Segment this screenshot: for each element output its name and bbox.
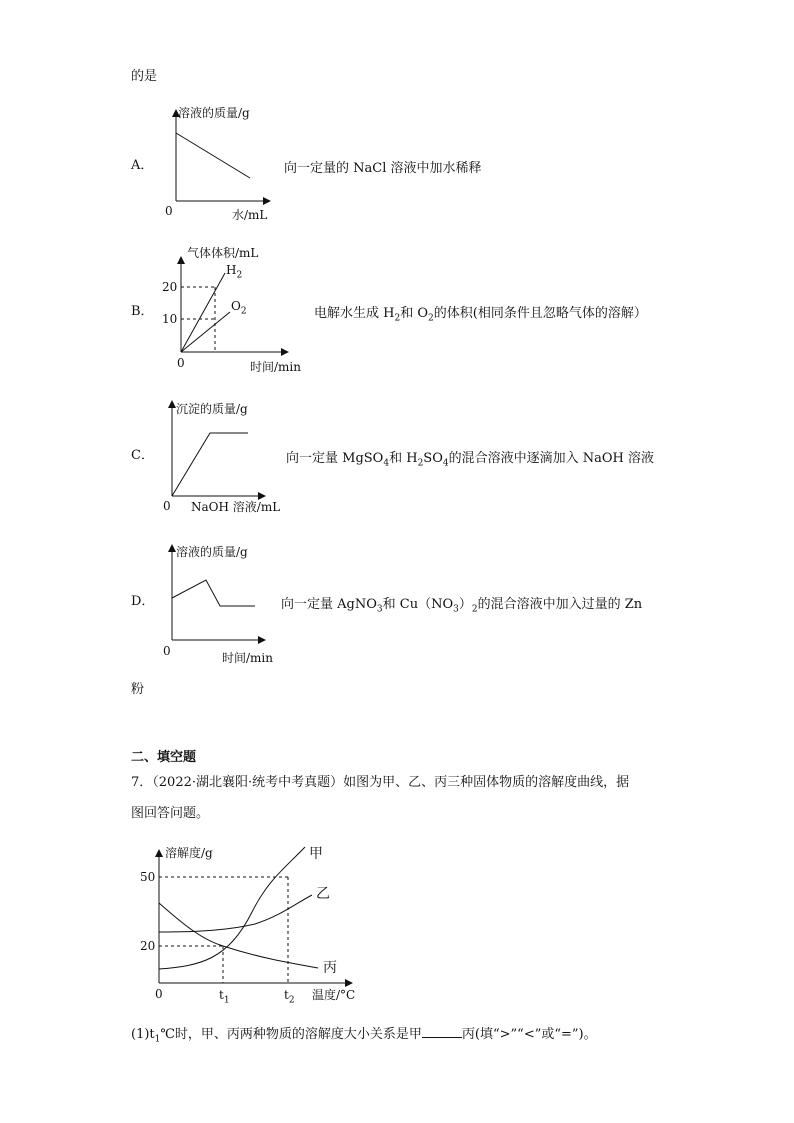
option-b-letter: B． [131,304,154,319]
graph-a-curve [176,133,250,178]
graph-d-origin: 0 [163,644,171,658]
sol-series-bing: 丙 [323,960,337,976]
sol-ytick-20: 20 [140,939,156,953]
answer-blank[interactable] [422,1025,462,1038]
graph-c-curve [172,433,248,496]
sol-xlabel: 温度/°C [312,988,356,1002]
graph-c-ylabel: 沉淀的质量/g [176,402,248,416]
sol-xtick-t1: $t_1$ [219,988,230,1006]
option-a-text: 向一定量的 NaCl 溶液中加水稀释 [284,161,482,176]
graph-c-xlabel: NaOH 溶液/mL [191,500,281,514]
option-c-text: 向一定量 MgSO$_4$和 $H_2SO_4$的混合溶液中逐滴加入 NaOH 溶液 [286,451,654,469]
graph-b-h2-label: $H_2$ [226,263,243,281]
graph-b-xlabel: 时间/min [250,360,301,374]
q7-sub1: $(1)t_1℃$时，甲、丙两种物质的溶解度大小关系是甲 丙(填“>”“<”或“=”)。 [131,1027,597,1045]
q7-line2: 图回答问题。 [131,806,210,821]
option-b-text: 电解水生成 $H_2$和 $O_2$的体积(相同条件且忽略气体的溶解） [314,306,647,324]
sol-origin: 0 [155,987,163,1001]
option-d-letter: D． [131,594,155,609]
graph-b-o2-line [181,312,230,352]
sol-series-yi: 乙 [316,886,330,902]
sol-xtick-t2: $t_2$ [284,988,295,1006]
sol-ylabel: 溶解度/g [165,846,213,860]
sol-curve-bing [159,903,318,968]
graph-d-curve [172,580,255,606]
graph-b-tick-10: 10 [162,312,178,326]
graph-b-o2-label: $O_2$ [231,299,247,317]
sol-ytick-50: 50 [140,870,156,884]
sol-series-jia: 甲 [309,846,323,862]
graph-b-ylabel: 气体体积/mL [187,246,259,260]
graph-a-xlabel: 水/mL [232,208,268,222]
tail-text: 粉 [131,682,145,697]
option-d-text: 向一定量 AgNO$_3$和 $Cu(NO_3)_2$的混合溶液中加入过量的 Zn [281,597,643,615]
intro-text: 的是 [131,69,158,84]
section-heading: 二、填空题 [131,750,197,765]
option-c-letter: C． [131,448,154,463]
graph-d-xlabel: 时间/min [222,651,273,665]
option-a-letter: A． [131,158,154,173]
graph-a-origin: 0 [165,204,173,218]
graph-b-tick-20: 20 [162,280,178,294]
graph-b-h2-line [181,273,225,352]
graph-a-ylabel: 溶液的质量/g [178,106,250,120]
sol-curve-jia [159,847,305,969]
q7-line1: 7．（2022·湖北襄阳·统考中考真题）如图为甲、乙、丙三种固体物质的溶解度曲线，据 [131,775,630,790]
graph-b-origin: 0 [177,356,185,370]
sol-curve-yi [159,895,312,932]
graph-c-origin: 0 [163,499,171,513]
graph-d-ylabel: 溶液的质量/g [176,545,248,559]
